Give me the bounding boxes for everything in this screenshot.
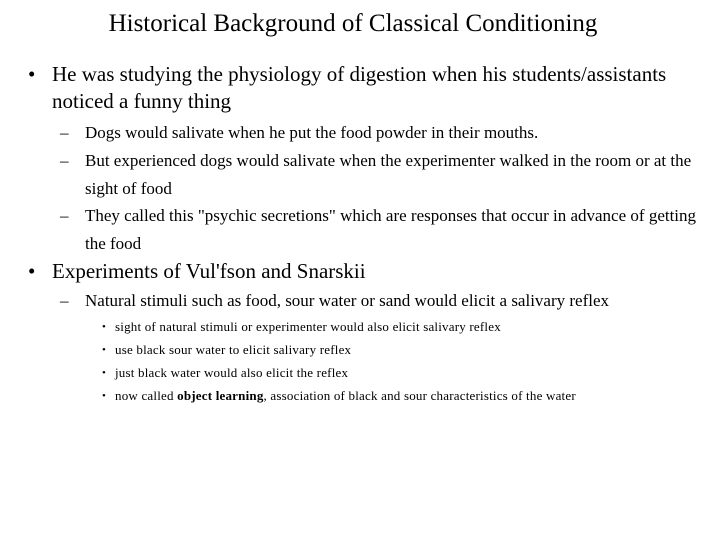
sub-bullet-item: [60, 202, 716, 258]
sub-sub-bullet-item: [102, 385, 702, 407]
slide-title: Historical Background of Classical Conditioning: [108, 10, 598, 37]
sub-bullet-text: Natural stimuli such as food, sour water or sand would elicit a salivary reflex: [85, 291, 610, 310]
sub-sub-bullet-text: [115, 385, 702, 407]
dash-icon: –: [60, 123, 69, 142]
sub-sub-bullet-text: sight of natural stimuli or experimenter would also elicit salivary reflex: [115, 319, 501, 334]
bullet-text: Experiments of Vul'fson and Snarskii: [52, 259, 366, 283]
bullet-icon: •: [102, 344, 107, 356]
bullet-icon: •: [102, 321, 107, 333]
dash-icon: –: [60, 206, 69, 225]
sub-bullet-text: Dogs would salivate when he put the food powder in their mouths.: [85, 123, 539, 142]
sub-bullet-item: [60, 119, 716, 147]
bullet-item: [28, 258, 708, 285]
text-prefix: now called: [115, 388, 178, 403]
sub-sub-bullet-item: [102, 362, 702, 384]
bullet-icon: •: [28, 259, 36, 283]
bullet-text: He was studying the physiology of digestion when his students/assistants noticed a funny thing: [52, 62, 667, 113]
sub-sub-bullet-text: use black sour water to elicit salivary reflex: [115, 342, 352, 357]
bullet-icon: •: [102, 367, 107, 379]
bullet-icon: •: [28, 62, 36, 86]
bullet-item: [28, 61, 708, 115]
sub-bullet-text: They called this "psychic secretions" which are responses that occur in advance of getting the food: [85, 206, 697, 253]
sub-bullet-item: [60, 147, 716, 203]
dash-icon: –: [60, 291, 69, 310]
bold-term: object learning: [177, 388, 264, 403]
sub-sub-bullet-item: [102, 316, 702, 338]
dash-icon: –: [60, 151, 69, 170]
sub-bullet-item: [60, 287, 716, 315]
sub-bullet-text: But experienced dogs would salivate when the experimenter walked in the room or at the sight of food: [85, 151, 692, 198]
sub-sub-bullet-item: [102, 339, 702, 361]
bullet-icon: •: [102, 390, 107, 402]
text-suffix: , association of black and sour characteristics of the water: [263, 388, 576, 403]
sub-sub-bullet-text: just black water would also elicit the reflex: [115, 365, 349, 380]
